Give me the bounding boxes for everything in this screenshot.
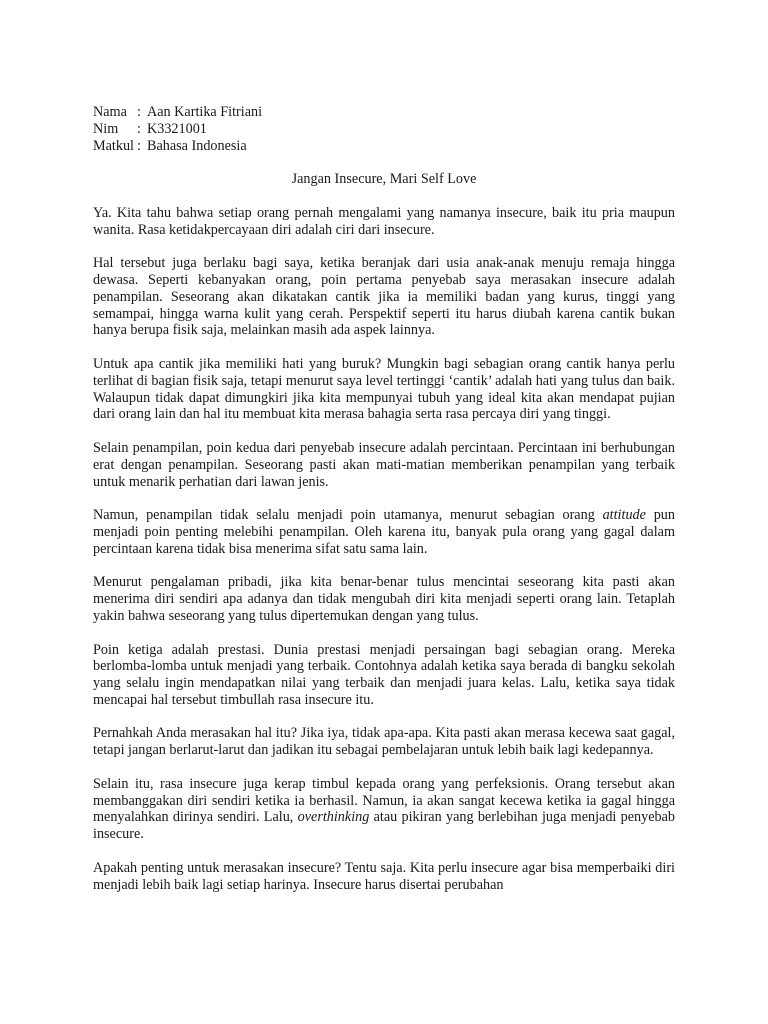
paragraph-5-part-b: pun menjadi poin penting melebihi penampilan. Oleh karena itu, banyak pula orang yang gagal dalam percintaan karena tidak bisa menerima sifat satu sama lain. bbox=[93, 507, 675, 557]
paragraph-9-part-b: atau pikiran yang berlebihan juga menjadi penyebab insecure. bbox=[93, 809, 675, 843]
nim-separator: : bbox=[137, 120, 141, 137]
nim-row bbox=[93, 121, 675, 138]
name-separator: : bbox=[137, 104, 141, 120]
paragraph-1: Ya. Kita tahu bahwa setiap orang pernah mengalami yang namanya insecure, baik itu pria maupun wanita. Rasa ketidakpercayaan diri adalah ciri dari insecure. bbox=[93, 204, 675, 238]
paragraph-9-italic: overthinking bbox=[297, 809, 370, 826]
paragraph-10: Apakah penting untuk merasakan insecure? Tentu saja. Kita perlu insecure agar bisa memperbaiki diri menjadi lebih baik lagi setiap harinya. Insecure harus disertai perubahan bbox=[93, 859, 675, 893]
paragraph-6: Menurut pengalaman pribadi, jika kita benar-benar tulus mencintai seseorang kita pasti akan menerima diri sendiri apa adanya dan tidak mengubah diri kita menjadi seperti orang lain. Tetaplah yakin bahwa seseorang yang tulus dipertemukan dengan yang tulus. bbox=[93, 574, 675, 624]
matkul-separator: : bbox=[137, 137, 141, 154]
matkul-value: Bahasa Indonesia bbox=[147, 137, 247, 154]
name-label: Nama bbox=[93, 104, 127, 120]
paragraph-5-italic: attitude bbox=[602, 507, 646, 524]
name-value: Aan Kartika Fitriani bbox=[147, 104, 263, 120]
matkul-label: Matkul bbox=[93, 137, 134, 154]
name-row bbox=[93, 104, 675, 121]
paragraph-5 bbox=[93, 507, 675, 557]
paragraph-8: Pernahkah Anda merasakan hal itu? Jika iya, tidak apa-apa. Kita pasti akan merasa kecewa saat gagal, tetapi jangan berlarut-larut dan jadikan itu sebagai pembelajaran untuk lebih baik lagi kedepannya. bbox=[93, 725, 675, 759]
document-content bbox=[93, 104, 675, 893]
paragraph-2: Hal tersebut juga berlaku bagi saya, ketika beranjak dari usia anak-anak menuju remaja hingga dewasa. Seperti kebanyakan orang, poin pertama penyebab saya merasakan insecure adalah penampilan. Seseorang akan dikatakan cantik jika ia memiliki badan yang kurus, tinggi yang semampai, hingga warna kulit yang cerah. Perspektif seperti itu harus diubah karena cantik bukan hanya berupa fisik saja, melainkan masih ada aspek lainnya. bbox=[93, 255, 675, 339]
paragraph-9 bbox=[93, 776, 675, 843]
matkul-row bbox=[93, 138, 675, 155]
nim-value: K3321001 bbox=[147, 120, 207, 137]
paragraph-7: Poin ketiga adalah prestasi. Dunia prestasi menjadi persaingan bagi sebagian orang. Mereka berlomba-lomba untuk menjadi yang terbaik. Contohnya adalah ketika saya berada di bangku sekolah yang selalu ingin mendapatkan nilai yang terbaik dan menjadi juara kelas. Lalu, ketika saya tidak mencapai hal tersebut timbullah rasa insecure itu. bbox=[93, 641, 675, 708]
paragraph-4: Selain penampilan, poin kedua dari penyebab insecure adalah percintaan. Percintaan ini berhubungan erat dengan penampilan. Seseorang pasti akan mati-matian memberikan penampilan yang terbaik untuk menarik perhatian dari lawan jenis. bbox=[93, 439, 675, 490]
document-title: Jangan Insecure, Mari Self Love bbox=[291, 171, 477, 188]
nim-label: Nim bbox=[93, 120, 119, 137]
identity-header bbox=[93, 104, 675, 154]
paragraph-3: Untuk apa cantik jika memiliki hati yang buruk? Mungkin bagi sebagian orang cantik hanya perlu terlihat di bagian fisik saja, tetapi menurut saya level tertinggi ‘cantik’ adalah hati yang tulus dan baik. Walaupun tidak dapat dimungkiri jika kita mempunyai tubuh yang ideal kita akan mendapat pujian dari orang lain dan hal itu membuat kita merasa bahagia serta rasa percaya diri yang tinggi. bbox=[93, 355, 675, 423]
paragraph-9-part-a: Selain itu, rasa insecure juga kerap timbul kepada orang yang perfeksionis. Orang tersebut akan membanggakan diri sendiri ketika ia berhasil. Namun, ia akan sangat kecewa ketika ia gagal hingga menyalahkan dirinya sendiri. Lalu, bbox=[93, 775, 675, 826]
paragraph-5-part-a: Namun, penampilan tidak selalu menjadi poin utamanya, menurut sebagian orang bbox=[93, 507, 603, 524]
